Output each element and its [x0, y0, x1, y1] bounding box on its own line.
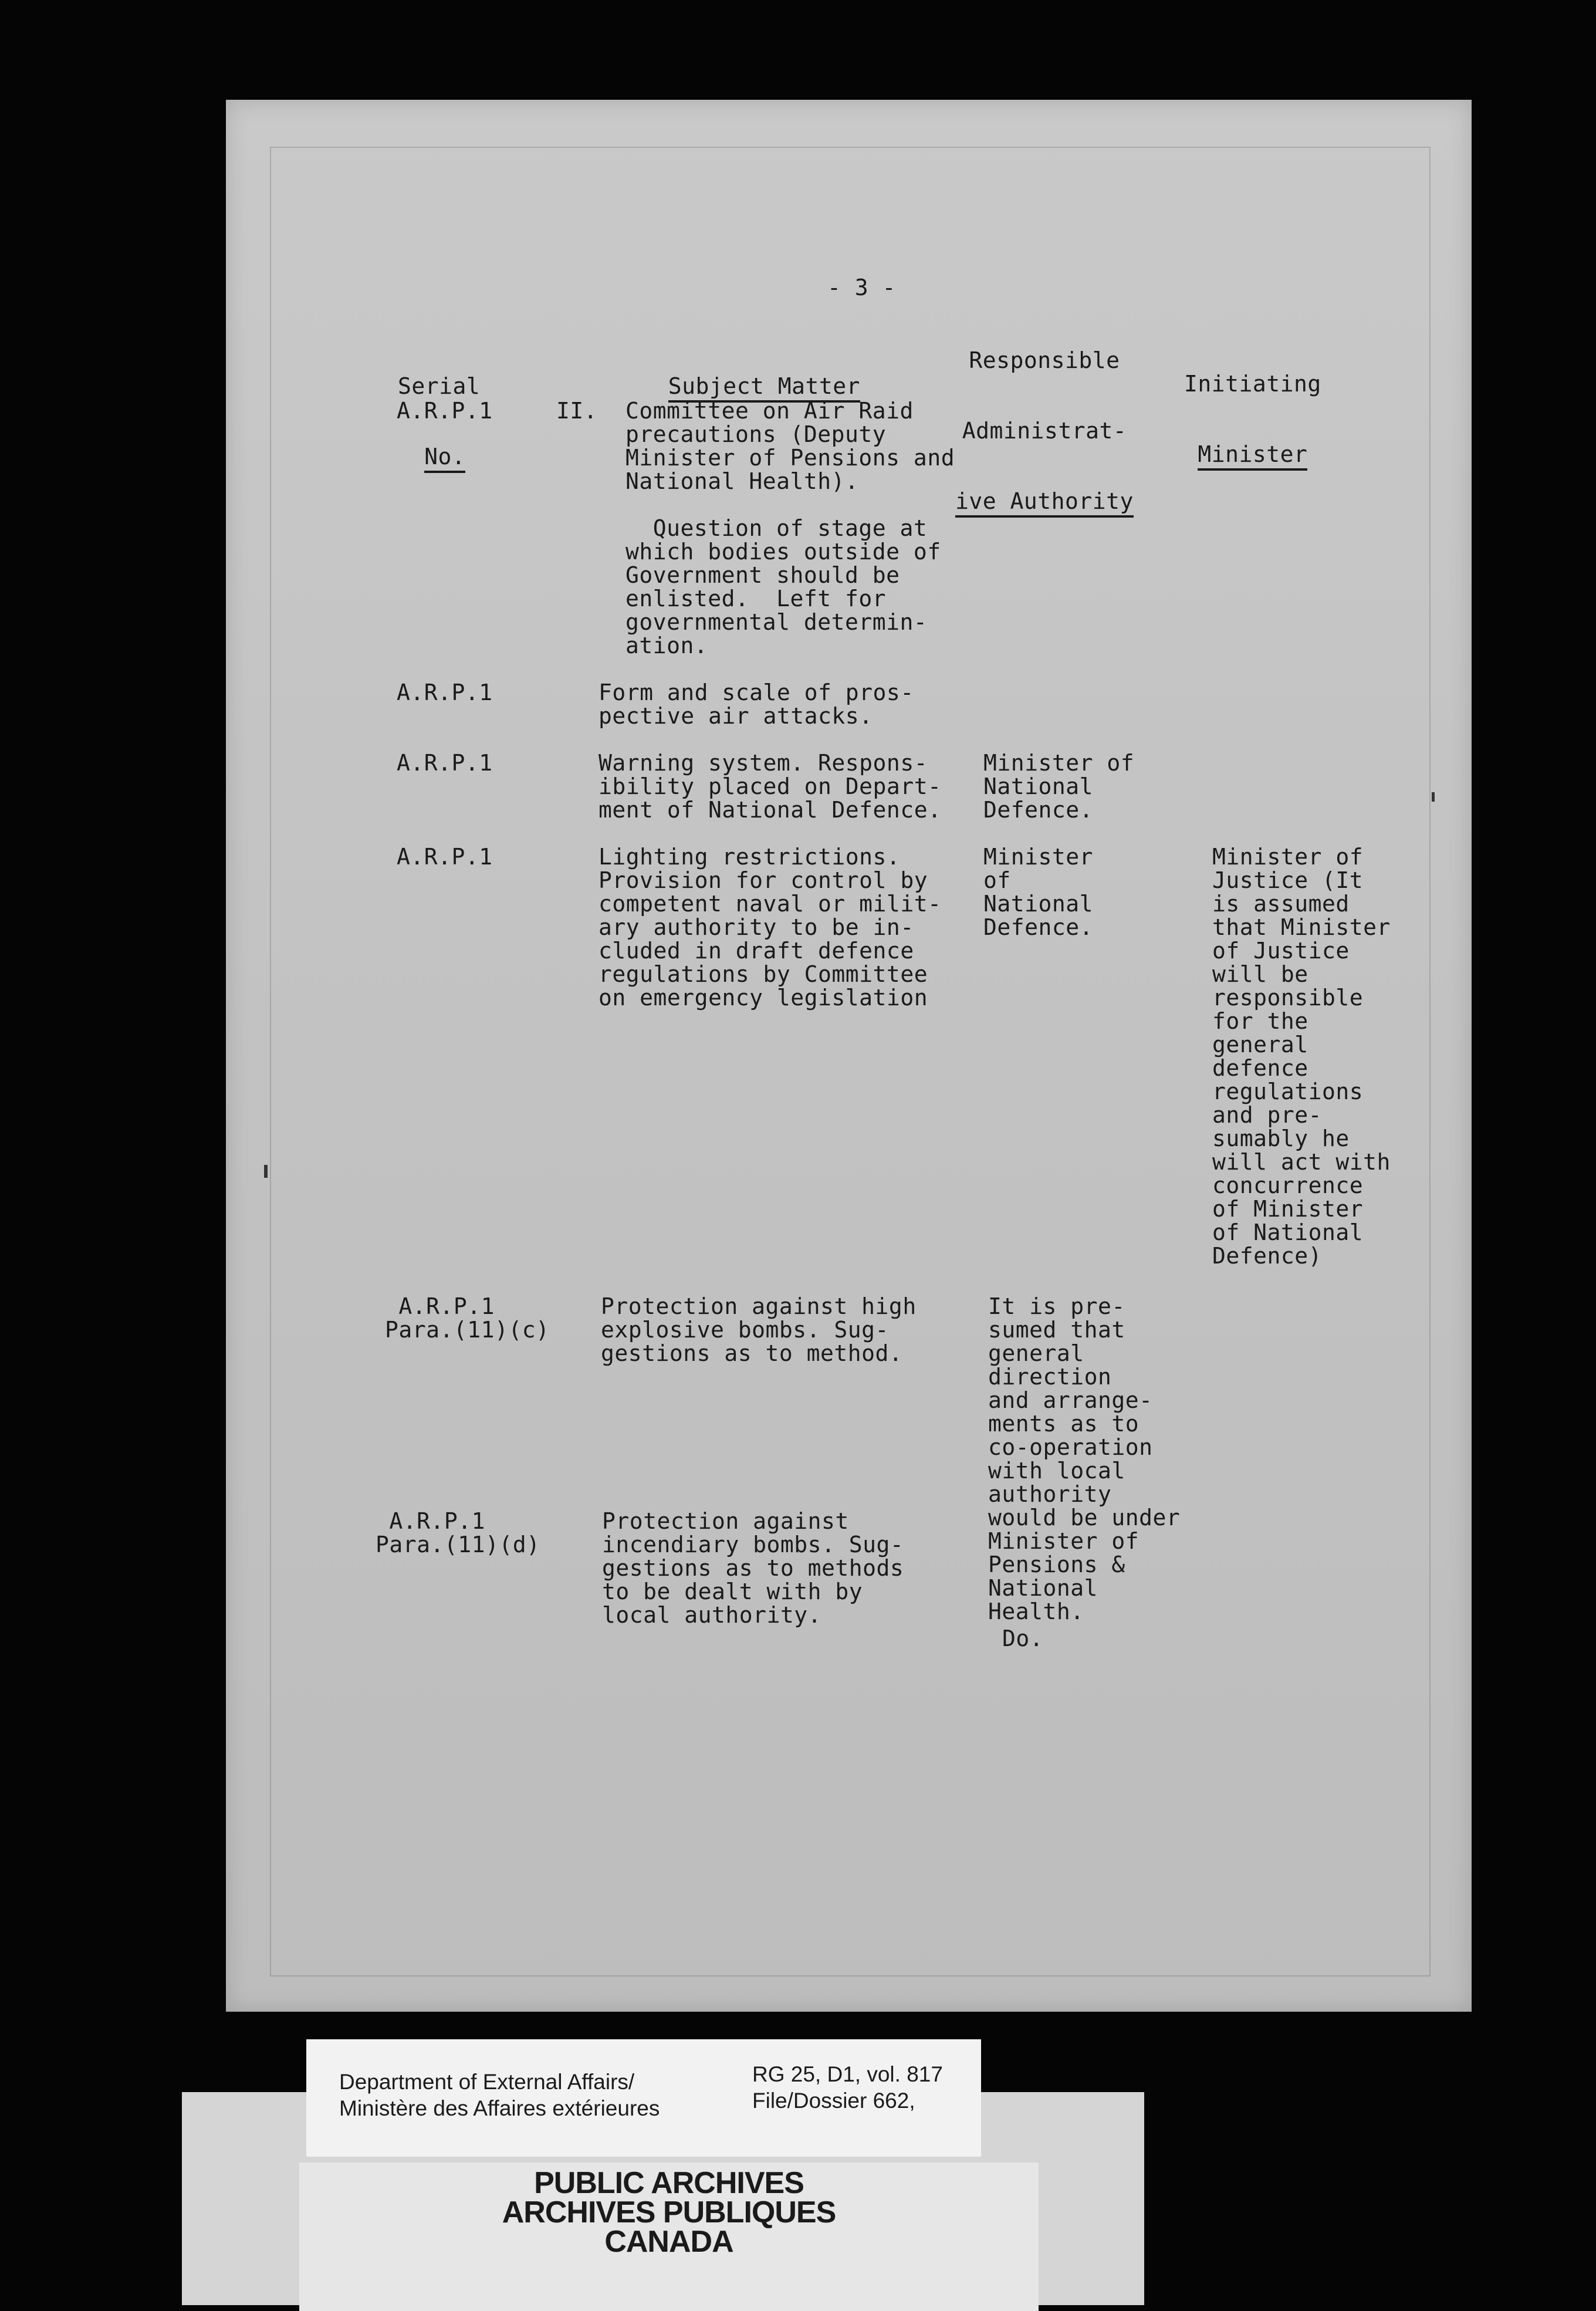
header-serial-line2: No.	[424, 444, 465, 473]
row-2-serial: A.R.P.1	[397, 680, 493, 705]
header-authority-line2: Administrat-	[962, 418, 1127, 444]
header-authority-line3: ive Authority	[955, 488, 1134, 518]
header-minister	[1184, 325, 1321, 489]
header-authority-line1: Responsible	[969, 347, 1120, 373]
row-3-serial: A.R.P.1	[397, 750, 493, 776]
stamp-line-3: CANADA	[604, 2225, 733, 2259]
header-subject	[641, 351, 860, 398]
row-6-authority: Do.	[1002, 1626, 1044, 1651]
header-serial-line1: Serial	[398, 373, 481, 399]
row-6-serial: A.R.P.1 Para.(11)(d)	[376, 1508, 540, 1557]
row-4-serial: A.R.P.1	[397, 844, 493, 870]
archive-stamp	[299, 2163, 1039, 2311]
row-4-authority: Minister of National Defence.	[983, 844, 1094, 940]
row-1-subject-lead: II.	[556, 398, 598, 424]
page-number: - 3 -	[827, 275, 896, 300]
row-5-serial: A.R.P.1 Para.(11)(c)	[385, 1293, 550, 1343]
row-4-minister: Minister of Justice (It is assumed that Minister of Justice will be responsible for the general defence regulations and pre- sumably he will act with concurrence of Minister of National Defence)	[1212, 844, 1391, 1269]
margin-mark	[1432, 792, 1435, 802]
row-5-authority: It is pre- sumed that general direction and arrange- ments as to co-operation with local authority would be under Minister of Pensions & National Health.	[988, 1293, 1181, 1624]
stamp-line-2: ARCHIVES PUBLIQUES	[502, 2195, 836, 2229]
margin-mark	[264, 1165, 268, 1178]
row-1-subject: Committee on Air Raid precautions (Deputy Minister of Pensions and National Health). Question of stage at which bodies outside of Government should be enlisted. Left for governmental determin- ation.	[625, 398, 955, 658]
row-3-authority: Minister of National Defence.	[983, 750, 1135, 823]
archive-label	[306, 2039, 981, 2157]
row-4-subject: Lighting restrictions. Provision for control by competent naval or milit- ary authority to be in- cluded in draft defence regulations by Committee on emergency legislation	[598, 844, 942, 1011]
row-1-serial: A.R.P.1	[397, 398, 493, 424]
row-5-subject: Protection against high explosive bombs. Sug- gestions as to method.	[601, 1293, 917, 1366]
archive-label-department: Department of External Affairs/ Ministère des Affaires extérieures	[339, 2070, 660, 2120]
stamp-line-1: PUBLIC ARCHIVES	[534, 2166, 804, 2200]
archive-label-reference: RG 25, D1, vol. 817 File/Dossier 662,	[752, 2062, 943, 2113]
header-subject-label: Subject Matter	[668, 373, 860, 403]
row-6-subject: Protection against incendiary bombs. Sug- gestions as to methods to be dealt with by local authority.	[602, 1508, 904, 1628]
row-3-subject: Warning system. Respons- ibility placed on Depart- ment of National Defence.	[598, 750, 942, 823]
header-minister-line2: Minister	[1198, 441, 1307, 471]
header-minister-line1: Initiating	[1184, 371, 1321, 397]
header-authority	[955, 302, 1134, 536]
row-2-subject: Form and scale of pros- pective air attacks.	[598, 680, 914, 729]
